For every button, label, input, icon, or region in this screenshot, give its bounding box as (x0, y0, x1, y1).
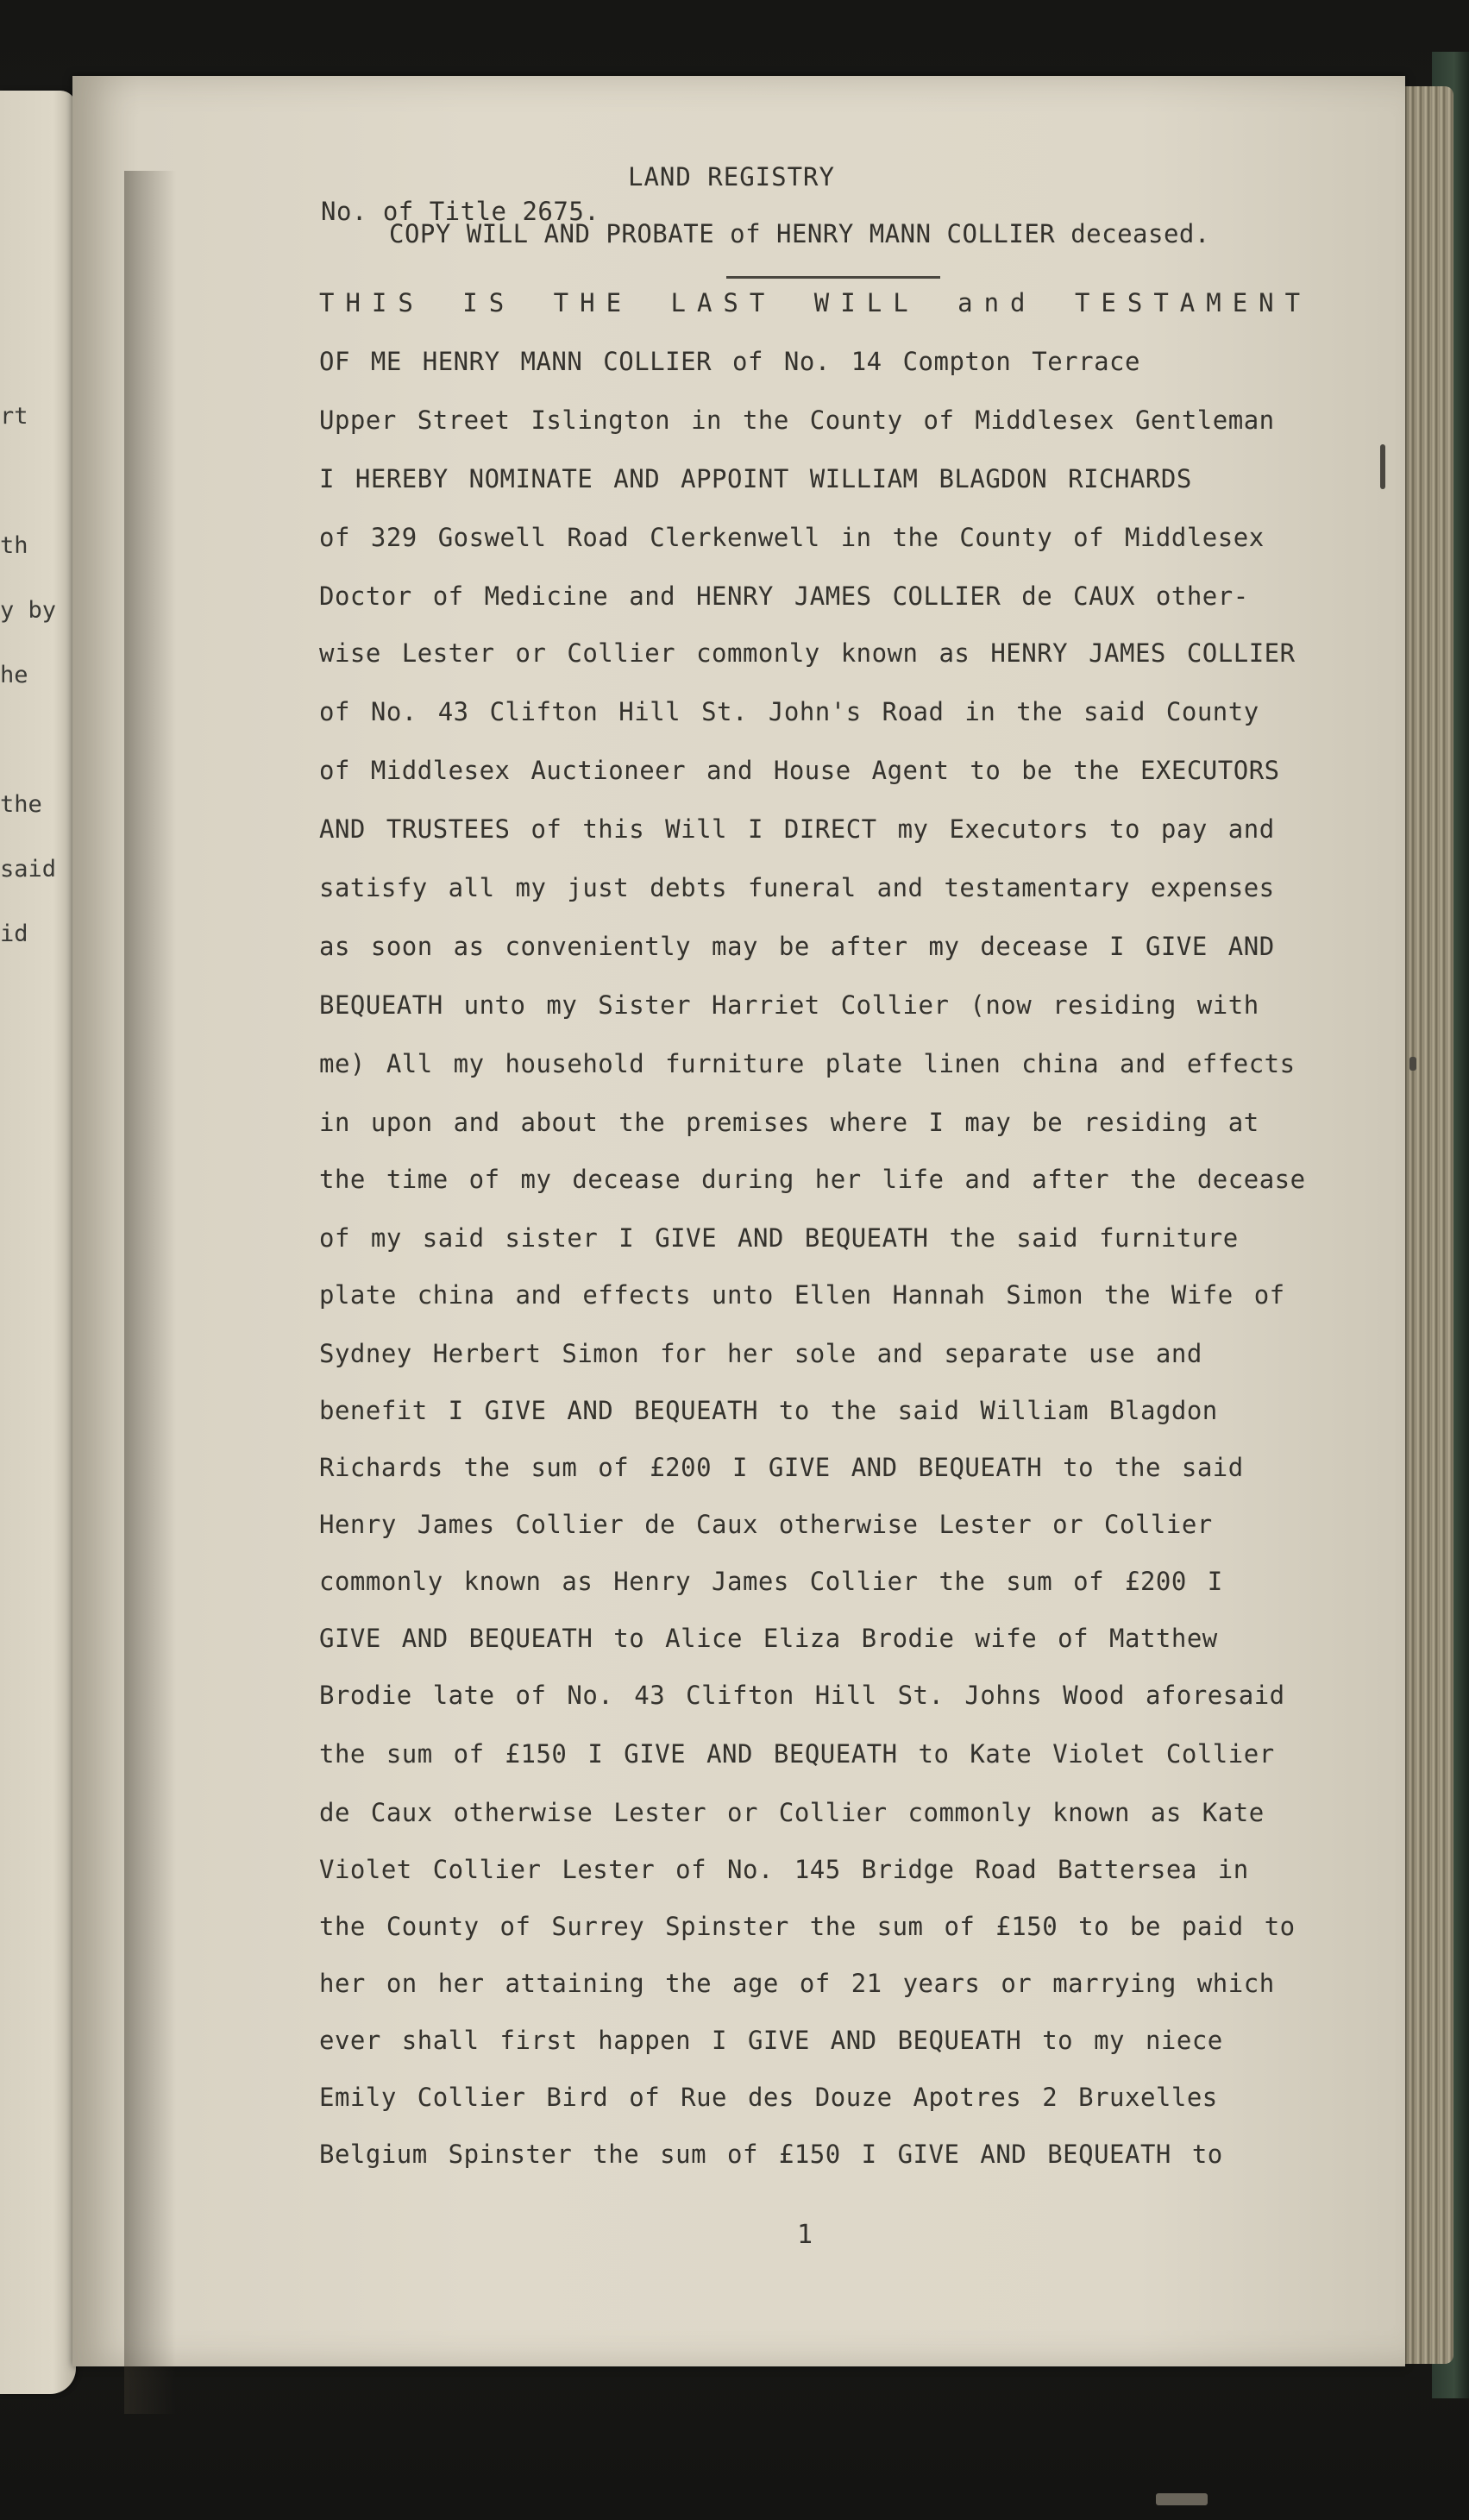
page-number: 1 (797, 2220, 813, 2250)
body-line: GIVE AND BEQUEATH to Alice Eliza Brodie wife of Matthew (319, 1624, 1218, 1653)
body-line: Richards the sum of £200 I GIVE AND BEQUEATH to the said (319, 1453, 1244, 1482)
left-page-fragment: id (0, 921, 28, 947)
body-line: plate china and effects unto Ellen Hannah Simon the Wife of (319, 1280, 1285, 1310)
body-line: satisfy all my just debts funeral and testamentary expenses (319, 873, 1275, 902)
title-number: No. of Title 2675. (321, 197, 600, 226)
body-line: de Caux otherwise Lester or Collier commonly known as Kate (319, 1798, 1265, 1827)
body-line: Belgium Spinster the sum of £150 I GIVE AND BEQUEATH to (319, 2140, 1223, 2169)
body-line: of my said sister I GIVE AND BEQUEATH the said furniture (319, 1223, 1239, 1253)
body-line: Upper Street Islington in the County of Middlesex Gentleman (319, 405, 1275, 435)
scan-debris (1156, 2493, 1208, 2505)
left-page-fragment: the (0, 791, 42, 818)
body-line: BEQUEATH unto my Sister Harriet Collier (now residing with (319, 990, 1259, 1020)
margin-mark (1380, 444, 1385, 489)
body-line: as soon as conveniently may be after my decease I GIVE AND (319, 932, 1275, 961)
margin-mark (1409, 1057, 1416, 1071)
left-page-fragment: he (0, 662, 28, 688)
left-page-fragment: th (0, 532, 28, 559)
body-line: of No. 43 Clifton Hill St. John's Road in the said County (319, 697, 1259, 726)
body-line: of 329 Goswell Road Clerkenwell in the County of Middlesex (319, 523, 1265, 552)
body-line: Violet Collier Lester of No. 145 Bridge Road Battersea in (319, 1855, 1249, 1884)
body-line: benefit I GIVE AND BEQUEATH to the said William Blagdon (319, 1396, 1218, 1425)
body-line: the County of Surrey Spinster the sum of £150 to be paid to (319, 1912, 1296, 1941)
left-page-fragment: y by (0, 597, 57, 624)
left-page-edge (0, 91, 76, 2394)
heading-underline (726, 276, 940, 279)
body-line: of Middlesex Auctioneer and House Agent to be the EXECUTORS (319, 756, 1280, 785)
body-line: Emily Collier Bird of Rue des Douze Apotres 2 Bruxelles (319, 2083, 1218, 2112)
body-line: Sydney Herbert Simon for her sole and separate use and (319, 1339, 1202, 1368)
body-line: me) All my household furniture plate linen china and effects (319, 1049, 1296, 1078)
body-line: her on her attaining the age of 21 years or marrying which (319, 1969, 1275, 1998)
left-page-fragment: said (0, 856, 57, 883)
body-line: Brodie late of No. 43 Clifton Hill St. Johns Wood aforesaid (319, 1681, 1285, 1710)
body-line: THIS IS THE LAST WILL and TESTAMENT (319, 288, 1312, 317)
body-line: in upon and about the premises where I may be residing at (319, 1108, 1259, 1137)
page-gutter-shadow (124, 171, 176, 2414)
copy-will-heading: COPY WILL AND PROBATE of HENRY MANN COLLIER deceased. (389, 219, 1210, 248)
body-line: wise Lester or Collier commonly known as HENRY JAMES COLLIER (319, 638, 1296, 668)
body-line: the time of my decease during her life and after the decease (319, 1165, 1306, 1194)
body-line: OF ME HENRY MANN COLLIER of No. 14 Compton Terrace (319, 347, 1140, 376)
body-line: commonly known as Henry James Collier the sum of £200 I (319, 1567, 1223, 1596)
body-line: I HEREBY NOMINATE AND APPOINT WILLIAM BLAGDON RICHARDS (319, 464, 1192, 493)
document-heading-title: LAND REGISTRY (628, 162, 835, 192)
body-line: AND TRUSTEES of this Will I DIRECT my Executors to pay and (319, 814, 1275, 844)
body-line: the sum of £150 I GIVE AND BEQUEATH to Kate Violet Collier (319, 1739, 1275, 1769)
body-line: Doctor of Medicine and HENRY JAMES COLLIER de CAUX other- (319, 581, 1249, 611)
left-page-fragment: rt (0, 403, 28, 430)
body-line: ever shall first happen I GIVE AND BEQUEATH to my niece (319, 2026, 1223, 2055)
body-line: Henry James Collier de Caux otherwise Lester or Collier (319, 1510, 1213, 1539)
